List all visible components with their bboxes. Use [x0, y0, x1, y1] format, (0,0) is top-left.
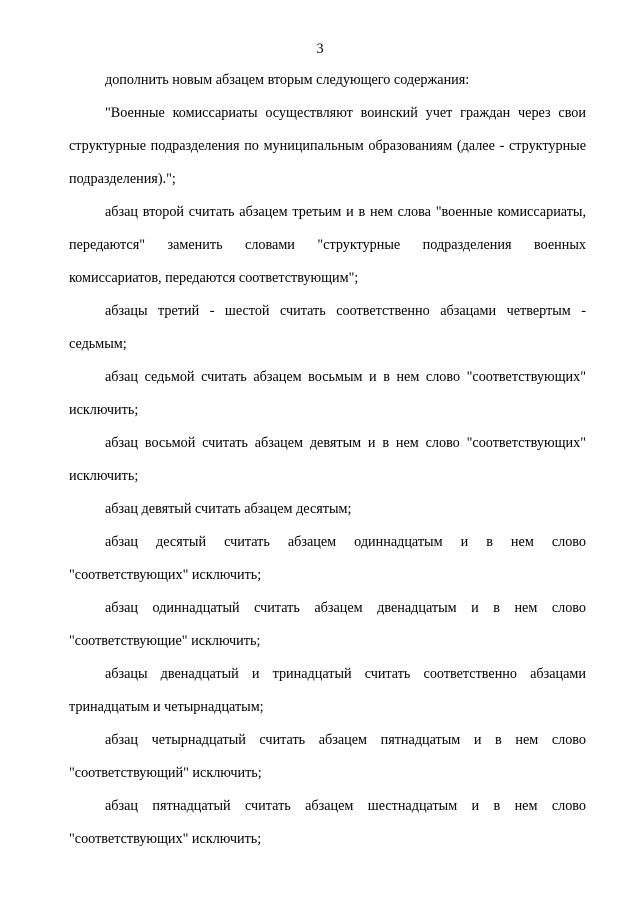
paragraph: дополнить новым абзацем вторым следующего содержания: [105, 72, 470, 88]
paragraph: абзац восьмой считать абзацем девятым и в нем слово "соответствующих" исключить; [69, 435, 586, 484]
paragraph: абзац одиннадцатый считать абзацем двенадцатым и в нем слово "соответствующие" исключить; [69, 600, 586, 649]
page-number: 3 [316, 41, 324, 57]
paragraph: абзац седьмой считать абзацем восьмым и в нем слово "соответствующих" исключить; [69, 369, 586, 418]
paragraph: абзацы двенадцатый и тринадцатый считать соответственно абзацами тринадцатым и четырнадцатым; [69, 666, 586, 715]
paragraph: абзацы третий - шестой считать соответственно абзацами четвертым - седьмым; [69, 303, 586, 352]
document-body [69, 64, 586, 856]
paragraph: абзац десятый считать абзацем одиннадцатым и в нем слово "соответствующих" исключить; [69, 534, 586, 583]
paragraph: абзац девятый считать абзацем десятым; [105, 501, 352, 517]
paragraph: абзац четырнадцатый считать абзацем пятнадцатым и в нем слово "соответствующий" исключить; [69, 732, 586, 781]
paragraph: абзац второй считать абзацем третьим и в нем слова "военные комиссариаты, передаются" заменить словами "структурные подразделения военных комиссариатов, передаются соответствующим"; [69, 204, 586, 286]
paragraph: абзац пятнадцатый считать абзацем шестнадцатым и в нем слово "соответствующих" исключить; [69, 798, 586, 847]
paragraph: "Военные комиссариаты осуществляют воинский учет граждан через свои структурные подразделения по муниципальным образованиям (далее - структурные подразделения)."; [69, 105, 586, 187]
